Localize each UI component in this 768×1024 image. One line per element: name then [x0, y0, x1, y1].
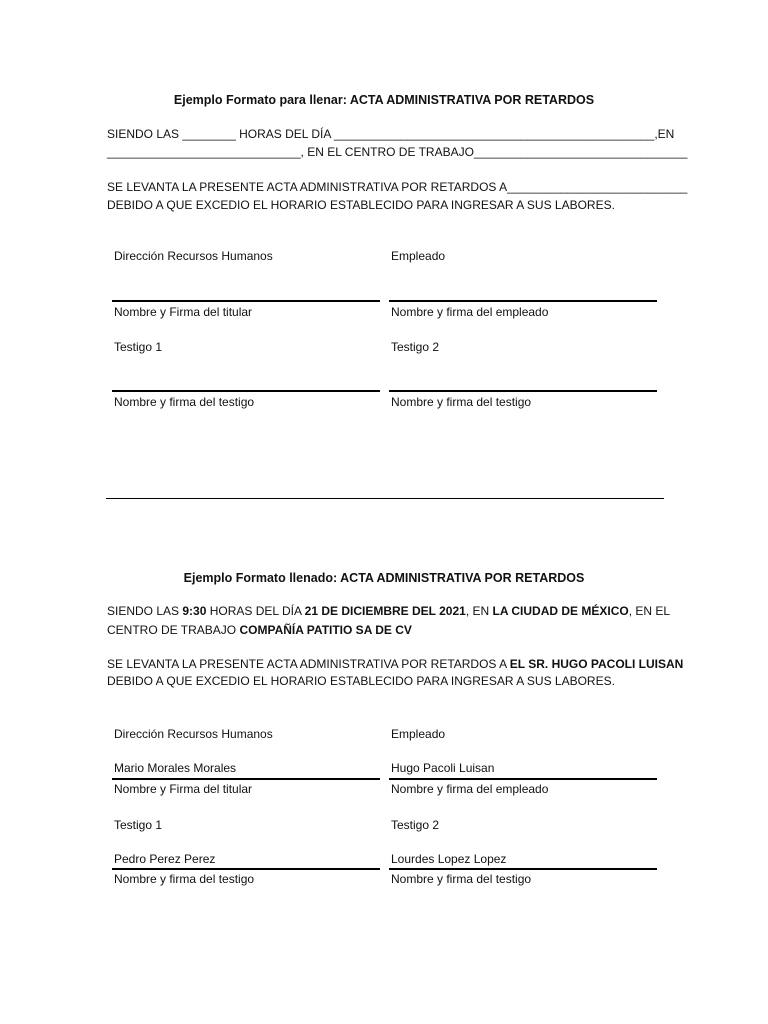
filled-hr-caption: Nombre y Firma del titular: [114, 782, 253, 796]
blank-form-title: Ejemplo Formato para llenar: ACTA ADMINISTRATIVA POR RETARDOS: [173, 93, 595, 107]
filled-line1-text-a: SIENDO LAS: [107, 604, 183, 618]
blank-hr-signature-line: [112, 300, 380, 302]
filled-line1-text-b: HORAS DEL DÍA: [206, 604, 305, 618]
filled-line1-text-c: , EN: [465, 604, 493, 618]
filled-line1-text-d: , EN EL: [628, 604, 671, 618]
blank-employee-caption: Nombre y firma del empleado: [391, 305, 549, 319]
filled-line2-text: CENTRO DE TRABAJO: [107, 623, 240, 637]
filled-employee-header: Empleado: [391, 727, 446, 741]
blank-employee-signature-line: [389, 300, 657, 302]
blank-form-line-3: SE LEVANTA LA PRESENTE ACTA ADMINISTRATIVA POR RETARDOS A___________________________: [107, 180, 688, 194]
filled-person: EL SR. HUGO PACOLI LUISAN: [509, 657, 684, 671]
blank-witness2-header: Testigo 2: [391, 340, 440, 354]
filled-employee-name: Hugo Pacoli Luisan: [391, 761, 495, 775]
filled-form-line-1: [107, 604, 670, 618]
filled-witness1-name: Pedro Perez Perez: [114, 852, 216, 866]
filled-hr-name: Mario Morales Morales: [114, 761, 237, 775]
filled-witness1-signature-line: [112, 868, 380, 870]
filled-form-title: Ejemplo Formato llenado: ACTA ADMINISTRATIVA POR RETARDOS: [183, 571, 585, 585]
filled-form-line-2: [107, 623, 412, 637]
blank-witness2-caption: Nombre y firma del testigo: [391, 395, 532, 409]
blank-witness1-signature-line: [112, 390, 380, 392]
filled-witness2-name: Lourdes Lopez Lopez: [391, 852, 507, 866]
filled-place: LA CIUDAD DE MÉXICO: [492, 604, 629, 618]
filled-line3-text: SE LEVANTA LA PRESENTE ACTA ADMINISTRATIVA POR RETARDOS A: [107, 657, 510, 671]
blank-form-line-1: SIENDO LAS ________ HORAS DEL DÍA ________________________________________________,EN: [107, 127, 675, 141]
filled-witness2-header: Testigo 2: [391, 818, 440, 832]
filled-date: 21 DE DICIEMBRE DEL 2021: [304, 604, 466, 618]
filled-hr-header: Dirección Recursos Humanos: [114, 727, 273, 741]
blank-witness1-caption: Nombre y firma del testigo: [114, 395, 255, 409]
blank-witness2-signature-line: [389, 390, 657, 392]
blank-hr-caption: Nombre y Firma del titular: [114, 305, 253, 319]
filled-employee-signature-line: [389, 778, 657, 780]
blank-form-line-2: _____________________________, EN EL CENTRO DE TRABAJO________________________________: [107, 145, 688, 159]
blank-witness1-header: Testigo 1: [114, 340, 163, 354]
blank-hr-header: Dirección Recursos Humanos: [114, 249, 273, 263]
filled-time: 9:30: [182, 604, 207, 618]
filled-witness1-header: Testigo 1: [114, 818, 163, 832]
blank-employee-header: Empleado: [391, 249, 446, 263]
filled-witness2-signature-line: [389, 868, 657, 870]
filled-witness1-caption: Nombre y firma del testigo: [114, 872, 255, 886]
filled-form-line-3: [107, 657, 683, 671]
section-divider: [106, 498, 664, 499]
blank-form-line-4: DEBIDO A QUE EXCEDIO EL HORARIO ESTABLECIDO PARA INGRESAR A SUS LABORES.: [107, 198, 615, 212]
filled-hr-signature-line: [112, 778, 380, 780]
filled-employee-caption: Nombre y firma del empleado: [391, 782, 549, 796]
filled-form-line-4: DEBIDO A QUE EXCEDIO EL HORARIO ESTABLECIDO PARA INGRESAR A SUS LABORES.: [107, 674, 615, 688]
filled-witness2-caption: Nombre y firma del testigo: [391, 872, 532, 886]
filled-company: COMPAÑÍA PATITIO SA DE CV: [239, 623, 412, 637]
